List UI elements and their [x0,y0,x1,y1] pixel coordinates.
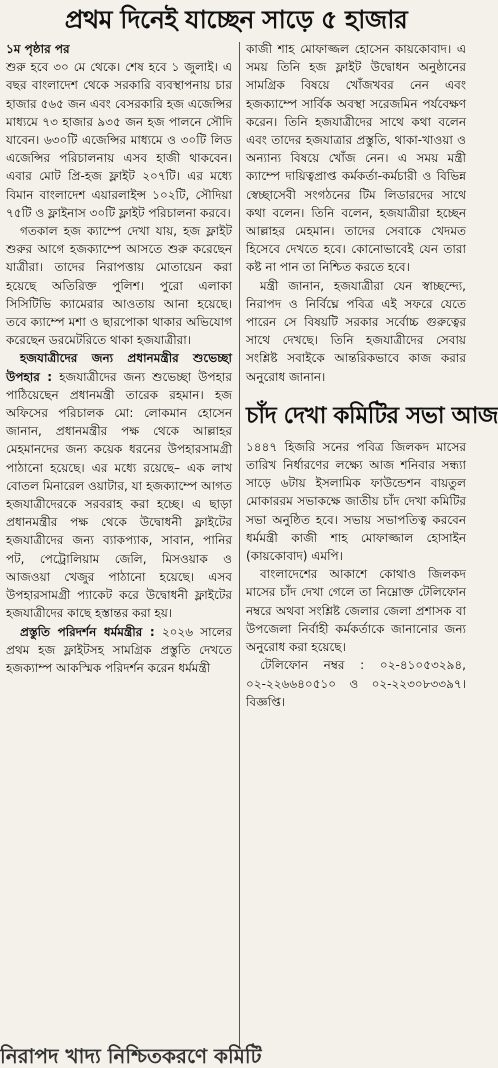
subhead: প্রস্তুতি পরিদর্শন ধর্মমন্ত্রীর : [20,624,155,639]
paragraph: শুরু হবে ৩০ মে থেকে। শেষ হবে ১ জুলাই। এ বছর বাংলাদেশ থেকে সরকারি ব্যবস্থাপনায় চার হাজার ৫৬৫ জন এবং বেসরকারি হজ এজেন্সির মাধ্যমে ৭৩ হাজার ৯৩৫ জন হজ পালনে সৌদি যাবেন। ৬৩০টি এজেন্সির মাধ্যমে ও ৩০টি লিড এজেন্সির পরিচালনায় এসব হাজী থাকবেন। এবার মোট প্রি-হজ ফ্লাইট ২০৭টি। এর মধ্যে বিমান বাংলাদেশ এয়ারলাইন্স ১০২টি, সৌদিয়া ৭৫টি ও ফ্লাইনাস ৩০টি ফ্লাইট পরিচালনা করবে। [6,60,232,220]
paragraph: ১৪৪৭ হিজরি সনের পবিত্র জিলকদ মাসের তারিখ নির্ধারণের লক্ষ্যে আজ শনিবার সন্ধ্যা সাড়ে ৬টায় ইসলামিক ফাউন্ডেশন বায়তুল মোকাররম সভাকক্ষে জাতীয় চাঁদ দেখা কমিটির সভা অনুষ্ঠিত হবে। সভায় সভাপতিত্ব করবেন ধর্মমন্ত্রী কাজী শাহ মোফাজ্জাল হোসাইন (কায়কোবাদ) এমপি। [246,439,466,564]
paragraph-with-subhead [6,349,232,622]
paragraph-with-subhead [6,623,232,678]
left-column [6,40,232,1048]
paragraph: টেলিফোন নম্বর : ০২-৪১০৫৩২৯৪, ০২-২২৬৬৪০৫১০ ও ০২-২২৩০৮৩৩৯৭। বিজ্ঞপ্তি। [246,658,466,709]
subhead: হজযাত্রীদের জন্য প্রধানমন্ত্রীর শুভেচ্ছা উপহার : [6,351,232,384]
paragraph: মন্ত্রী জানান, হজযাত্রীরা যেন স্বাচ্ছন্দ্যে, নিরাপদ ও নির্বিঘ্নে পবিত্র এই সফরে যেতে পারেন সে বিষয়টি সরকার সর্বোচ্চ গুরুত্বের সাথে দেখছে। তিনি হজযাত্রীদের সেবায় সংশ্লিষ্ট সবাইকে আন্তরিকভাবে কাজ করার অনুরোধ জানান। [246,278,466,384]
moon-committee-headline: চাঁদ দেখা কমিটির সভা আজ [246,402,498,429]
paragraph: গতকাল হজ ক্যাম্পে দেখা যায়, হজ ফ্লাইট শুরুর আগে হজক্যাম্পে আসতে শুরু করেছেন যাত্রীরা। তাদের নিরাপত্তায় মোতায়েন করা হয়েছে অতিরিক্ত পুলিশ। পুরো এলাকা সিসিটিভি ক্যামেরার আওতায় আনা হয়েছে। তবে ক্যাম্পে মশা ও ছারপোকা থাকার অভিযোগ করেছেন ডরমেটরিতে থাকা হজযাত্রীরা। [6,224,232,348]
paragraph-text: ২০২৬ সালের প্রথম হজ ফ্লাইটসহ সামগ্রিক প্রস্তুতি দেখতে হজক্যাম্প আকস্মিক পরিদর্শন করেন ধর্মমন্ত্রী [6,624,232,675]
right-column [246,40,498,1048]
column-divider [239,42,240,1047]
paragraph: কাজী শাহ মোফাজ্জল হোসেন কায়কোবাদ। এ সময় তিনি হজ ফ্লাইট উদ্বোধন অনুষ্ঠানের সামগ্রিক বিষয়ে খোঁজখবর নেন এবং হজক্যাম্পে সার্বিক অবস্থা সরেজমিন পর্যবেক্ষণ করেন। তিনি হজযাত্রীদের সাথে কথা বলেন এবং তাদের হজযাত্রার প্রস্তুতি, থাকা-খাওয়া ও অন্যান্য বিষয়ে খোঁজ নেন। এ সময় মন্ত্রী ক্যাম্পে দায়িত্বপ্রাপ্ত কর্মকর্তা-কর্মচারী ও বিভিন্ন স্বেচ্ছাসেবী সংগঠনের টিম লিডারদের সাথে কথা বলেন। তিনি বলেন, হজযাত্রীরা হচ্ছেন আল্লাহর মেহমান। তাদের সেবাকে খেদমত হিসেবে দেখতে হবে। কোনোভাবেই যেন তারা কষ্ট না পান তা নিশ্চিত করতে হবে। [246,42,466,275]
paragraph-text: হজযাত্রীদের জন্য শুভেচ্ছা উপহার পাঠিয়েছেন প্রধানমন্ত্রী তারেক রহমান। হজ অফিসের পরিচালক মো: লোকমান হোসেন জানান, প্রধানমন্ত্রীর পক্ষ থেকে আল্লাহর মেহমানদের জন্য কয়েক ধরনের উপহারসামগ্রী পাঠানো হয়েছে। এর মধ্যে রয়েছে– এক লাখ বোতল মিনারেল ওয়াটার, যা হজক্যাম্পে আগত হজযাত্রীদেরকে সরবরাহ করা হচ্ছে। এ ছাড়া প্রধানমন্ত্রীর পক্ষ থেকে উদ্বোধনী ফ্লাইটের হজযাত্রীদের জন্য ব্যাকপ্যাক, সাবান, পানির পট, পেট্রোলিয়াম জেলি, মিসওয়াক ও আজওয়া খেজুর পাঠানো হয়েছে। এসব উপহারসামগ্রী প্যাকেট করে উদ্বোধনী ফ্লাইটের হজযাত্রীদের কাছে হস্তান্তর করা হয়। [6,369,232,621]
paragraph: বাংলাদেশের আকাশে কোথাও জিলকদ মাসের চাঁদ দেখা গেলে তা নিম্নোক্ত টেলিফোন নম্বরে অথবা সংশ্লিষ্ট জেলার জেলা প্রশাসক বা উপজেলা নির্বাহী কর্মকর্তাকে জানানোর জন্য অনুরোধ করা হয়েছে। [246,567,466,655]
article-headline: প্রথম দিনেই যাচ্ছেন সাড়ে ৫ হাজার [64,5,408,34]
continued-label: ১ম পৃষ্ঠার পর [6,42,70,56]
next-article-headline-cropped: নিরাপদ খাদ্য নিশ্চিতকরণে কমিটি [0,1044,262,1068]
